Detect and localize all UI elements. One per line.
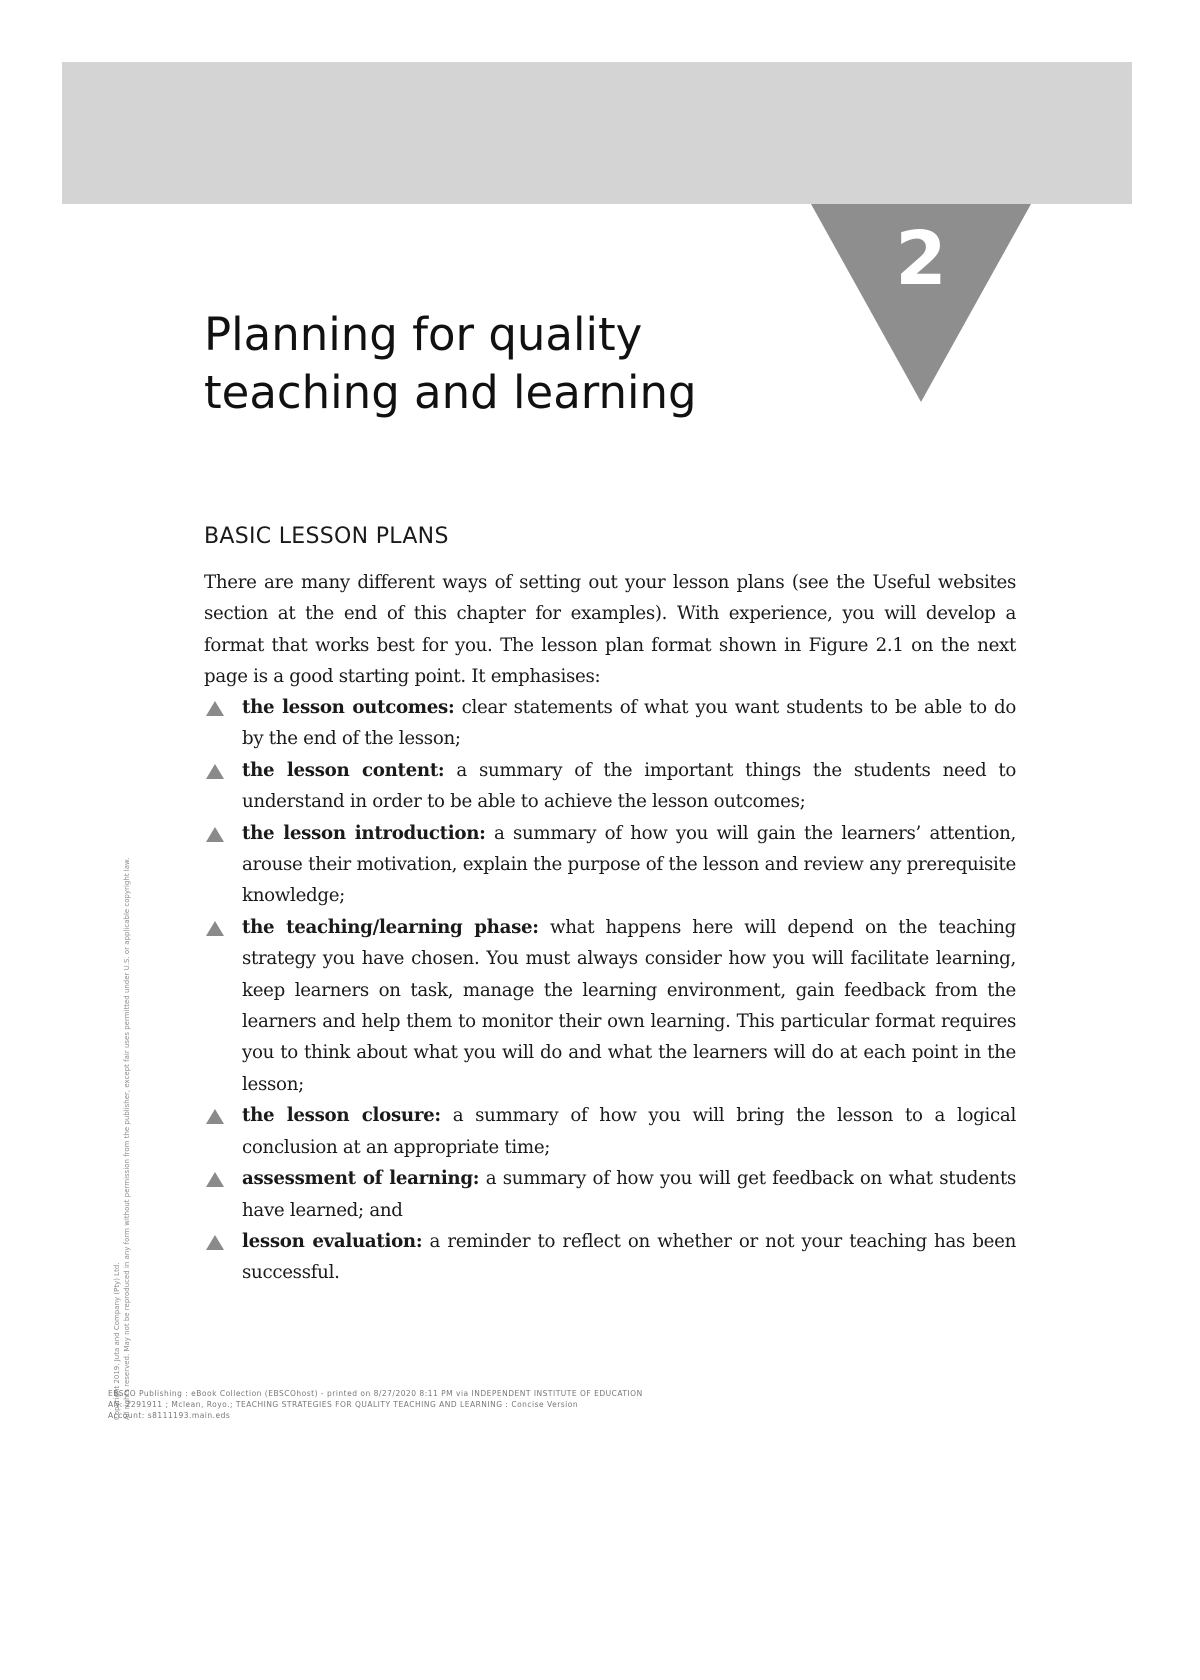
intro-paragraph: There are many different ways of setting out your lesson plans (see the Useful websites section at the end of this chapter for examples). With experience, you will develop a format that works best for you. The lesson plan format shown in Figure 2.1 on the next page is a good starting point. It emphasises:	[204, 572, 1016, 688]
bullet-text: a summary of how you will bring the lesson to a logical conclusion at an appropriate time;	[242, 1105, 1016, 1158]
lesson-plan-elements-list	[204, 692, 1016, 1289]
bullet-term: the lesson closure:	[242, 1105, 441, 1127]
bullet-text: clear statements of what you want students to be able to do by the end of the lesson;	[242, 697, 1016, 750]
bullet-term: assessment of learning:	[242, 1168, 480, 1190]
list-item	[204, 1100, 1016, 1163]
footer-line-3: Account: s8111193.main.eds	[108, 1411, 231, 1420]
list-item	[204, 1163, 1016, 1226]
rights-line: All rights reserved. May not be reproduced in any form without permission from the publisher, except fair uses permitted under U.S. or applicable copyright law.	[123, 857, 131, 1420]
list-item	[204, 692, 1016, 755]
chapter-title	[204, 306, 697, 422]
section-heading: BASIC LESSON PLANS	[204, 524, 449, 549]
chapter-title-line-1: Planning for quality	[204, 308, 643, 361]
bullet-term: the teaching/learning phase:	[242, 916, 539, 938]
chapter-banner	[62, 62, 1132, 204]
triangle-bullet-icon	[206, 701, 224, 716]
triangle-bullet-icon	[206, 1172, 224, 1187]
bullet-text: a summary of how you will get feedback on what students have learned; and	[242, 1168, 1016, 1221]
bullet-text: a reminder to reflect on whether or not your teaching has been successful.	[242, 1230, 1016, 1284]
triangle-bullet-icon	[206, 921, 224, 936]
list-item	[204, 1226, 1016, 1289]
copyright-side-notice	[112, 520, 132, 1420]
chapter-number: 2	[895, 216, 947, 302]
list-item	[204, 818, 1016, 912]
chapter-title-line-2: teaching and learning	[204, 366, 697, 419]
copyright-line: Copyright 2019. Juta and Company (Pty) Ltd.	[113, 1262, 121, 1420]
bullet-term: lesson evaluation:	[242, 1230, 423, 1252]
triangle-bullet-icon	[206, 1235, 224, 1250]
bullet-term: the lesson outcomes:	[242, 697, 455, 718]
list-item	[204, 912, 1016, 1100]
triangle-bullet-icon	[206, 827, 224, 842]
footer-line-2: AN: 2291911 ; Mclean, Royo.; TEACHING STRATEGIES FOR QUALITY TEACHING AND LEARNING : Concise Version	[108, 1400, 579, 1409]
bullet-text: a summary of the important things the students need to understand in order to be able to achieve the lesson outcomes;	[242, 759, 1017, 813]
triangle-bullet-icon	[206, 1109, 224, 1124]
bullet-text: what happens here will depend on the teaching strategy you have chosen. You must always consider how you will facilitate learning, keep learners on task, manage the learning environment, gain feedback from the learners and help them to monitor their own learning. This particular format requires you to think about what you will do and what the learners will do at each point in the lesson;	[242, 916, 1017, 1095]
triangle-bullet-icon	[206, 764, 224, 779]
footer-line-1: EBSCO Publishing : eBook Collection (EBSCOhost) - printed on 8/27/2020 8:11 PM via INDEPENDENT INSTITUTE OF EDUCATION	[108, 1389, 643, 1398]
ebsco-footer	[108, 1388, 1108, 1421]
bullet-term: the lesson introduction:	[242, 822, 486, 844]
bullet-text: a summary of how you will gain the learners’ attention, arouse their motivation, explain the purpose of the lesson and review any prerequisite knowledge;	[242, 822, 1016, 907]
list-item	[204, 755, 1016, 818]
bullet-term: the lesson content:	[242, 759, 445, 781]
